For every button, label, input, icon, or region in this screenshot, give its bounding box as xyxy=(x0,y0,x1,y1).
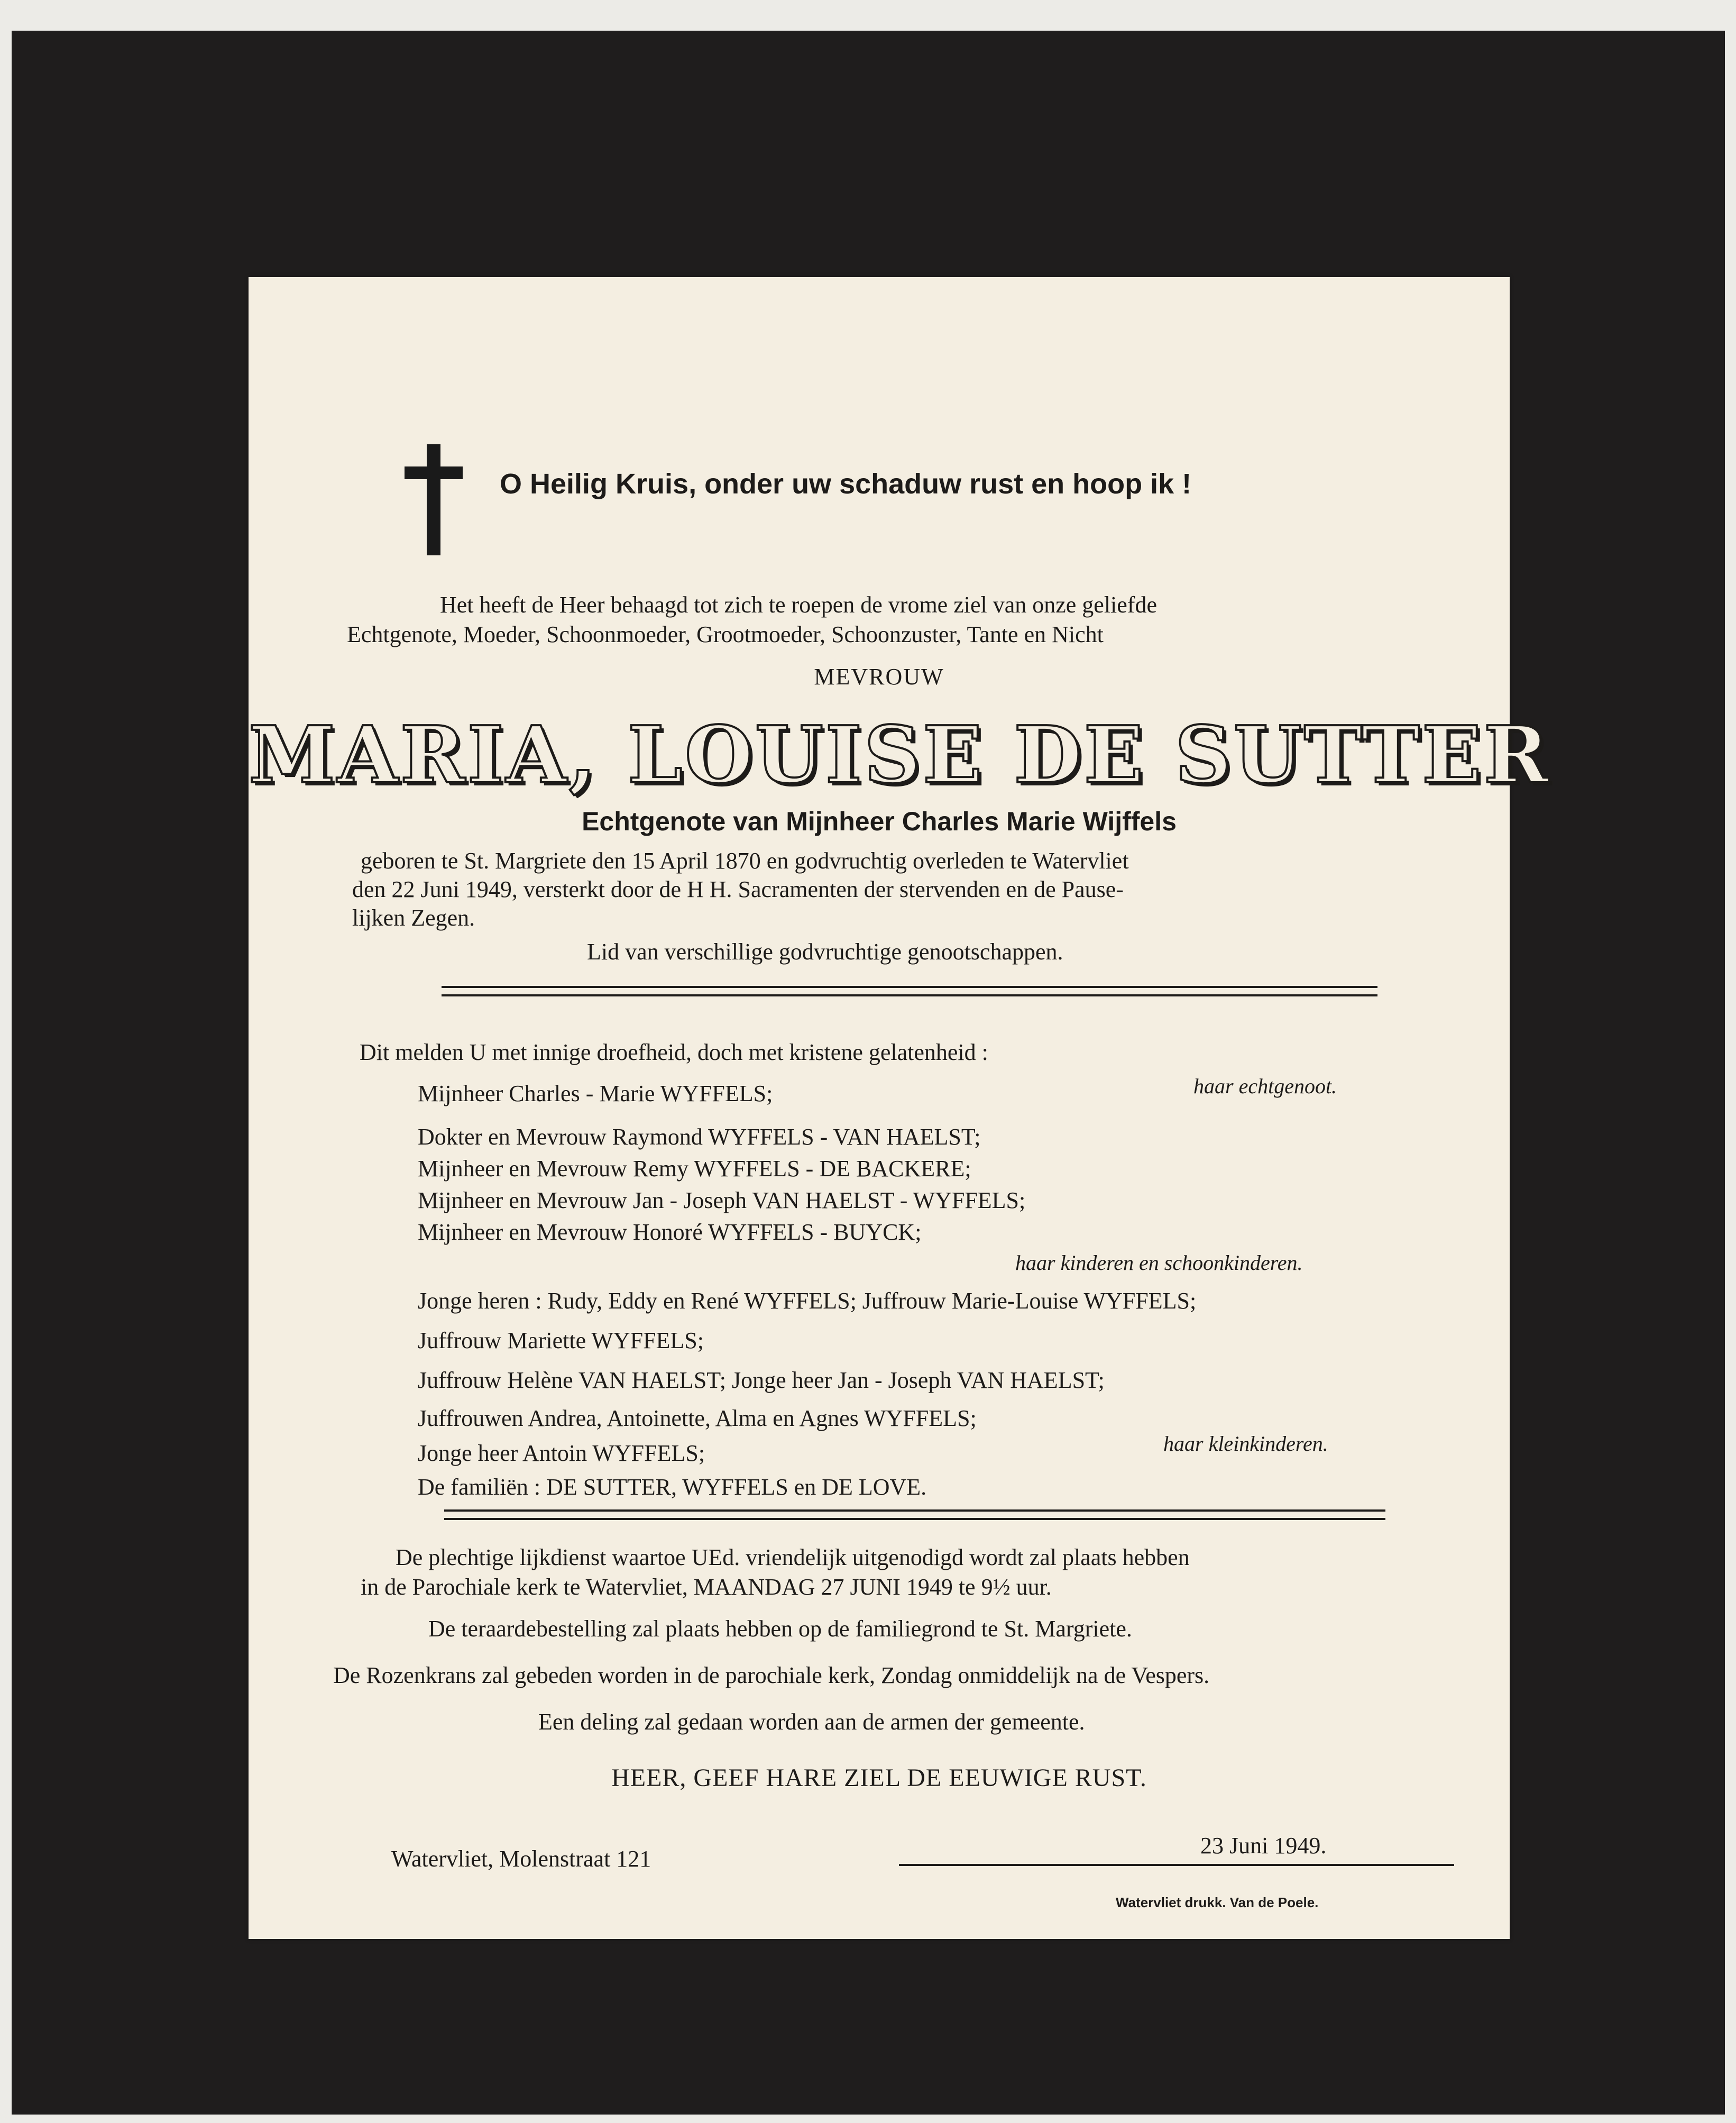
black-mount-board xyxy=(12,31,1725,2115)
memorial-card xyxy=(249,277,1551,1939)
role-husband: haar echtgenoot. xyxy=(1193,1074,1337,1098)
deceased-name: MARIA, LOUISE DE SUTTER xyxy=(249,709,1551,801)
family-line: Mijnheer Charles - Marie WYFFELS; xyxy=(418,1081,773,1106)
announcement: Dit melden U met innige droefheid, doch met kristene gelatenheid : xyxy=(360,1039,988,1065)
double-rule-top xyxy=(442,986,1377,996)
bio-line-1: geboren te St. Margriete den 15 April 1870 en godvruchtig overleden te Watervliet xyxy=(361,848,1129,874)
intro-line-1: Het heeft de Heer behaagd tot zich te roepen de vrome ziel van onze geliefde xyxy=(440,592,1157,618)
family-line: Dokter en Mevrouw Raymond WYFFELS - VAN HAELST; xyxy=(418,1124,981,1150)
honorific: MEVROUW xyxy=(814,664,944,690)
intro-line-2: Echtgenote, Moeder, Schoonmoeder, Grootmoeder, Schoonzuster, Tante en Nicht xyxy=(347,621,1104,647)
date-underline xyxy=(899,1864,1454,1866)
motto: O Heilig Kruis, onder uw schaduw rust en hoop ik ! xyxy=(500,468,1192,500)
family-line: Juffrouw Mariette WYFFELS; xyxy=(418,1328,704,1353)
family-line: Mijnheer en Mevrouw Jan - Joseph VAN HAELST - WYFFELS; xyxy=(418,1187,1026,1213)
family-line: Mijnheer en Mevrouw Remy WYFFELS - DE BACKERE; xyxy=(418,1156,971,1182)
spouse-line: Echtgenote van Mijnheer Charles Marie Wijffels xyxy=(582,807,1177,836)
printer-credit: Watervliet drukk. Van de Poele. xyxy=(1116,1895,1319,1910)
family-line: Mijnheer en Mevrouw Honoré WYFFELS - BUYCK; xyxy=(418,1219,922,1245)
family-line: Jonge heren : Rudy, Eddy en René WYFFELS; Juffrouw Marie-Louise WYFFELS; xyxy=(418,1288,1197,1314)
membership-line: Lid van verschillige godvruchtige genootschappen. xyxy=(587,939,1063,965)
burial-line: De teraardebestelling zal plaats hebben op de familiegrond te St. Margriete. xyxy=(428,1616,1132,1642)
double-rule-bottom xyxy=(444,1509,1385,1520)
rosary-line: De Rozenkrans zal gebeden worden in de parochiale kerk, Zondag onmiddelijk na de Vespers. xyxy=(333,1662,1210,1688)
date: 23 Juni 1949. xyxy=(1200,1833,1327,1859)
cross-icon xyxy=(405,444,463,555)
family-line: Juffrouw Helène VAN HAELST; Jonge heer Jan - Joseph VAN HAELST; xyxy=(418,1367,1105,1393)
family-line: Jonge heer Antoin WYFFELS; xyxy=(418,1440,705,1466)
role-children: haar kinderen en schoonkinderen. xyxy=(1015,1251,1303,1275)
bio-line-2: den 22 Juni 1949, versterkt door de H H. Sacramenten der stervenden en de Pause- xyxy=(352,876,1124,902)
role-grandchildren: haar kleinkinderen. xyxy=(1163,1432,1328,1456)
service-line-2: in de Parochiale kerk te Watervliet, MAANDAG 27 JUNI 1949 te 9½ uur. xyxy=(361,1574,1052,1600)
service-line-1: De plechtige lijkdienst waartoe UEd. vriendelijk uitgenodigd wordt zal plaats hebben xyxy=(396,1544,1190,1570)
alms-line: Een deling zal gedaan worden aan de armen der gemeente. xyxy=(538,1709,1085,1735)
bio-line-3: lijken Zegen. xyxy=(352,905,475,931)
family-line: Juffrouwen Andrea, Antoinette, Alma en Agnes WYFFELS; xyxy=(418,1405,977,1431)
address: Watervliet, Molenstraat 121 xyxy=(391,1846,651,1872)
closing-prayer: HEER, GEEF HARE ZIEL DE EEUWIGE RUST. xyxy=(611,1764,1147,1792)
family-line: De familiën : DE SUTTER, WYFFELS en DE LOVE. xyxy=(418,1474,927,1500)
